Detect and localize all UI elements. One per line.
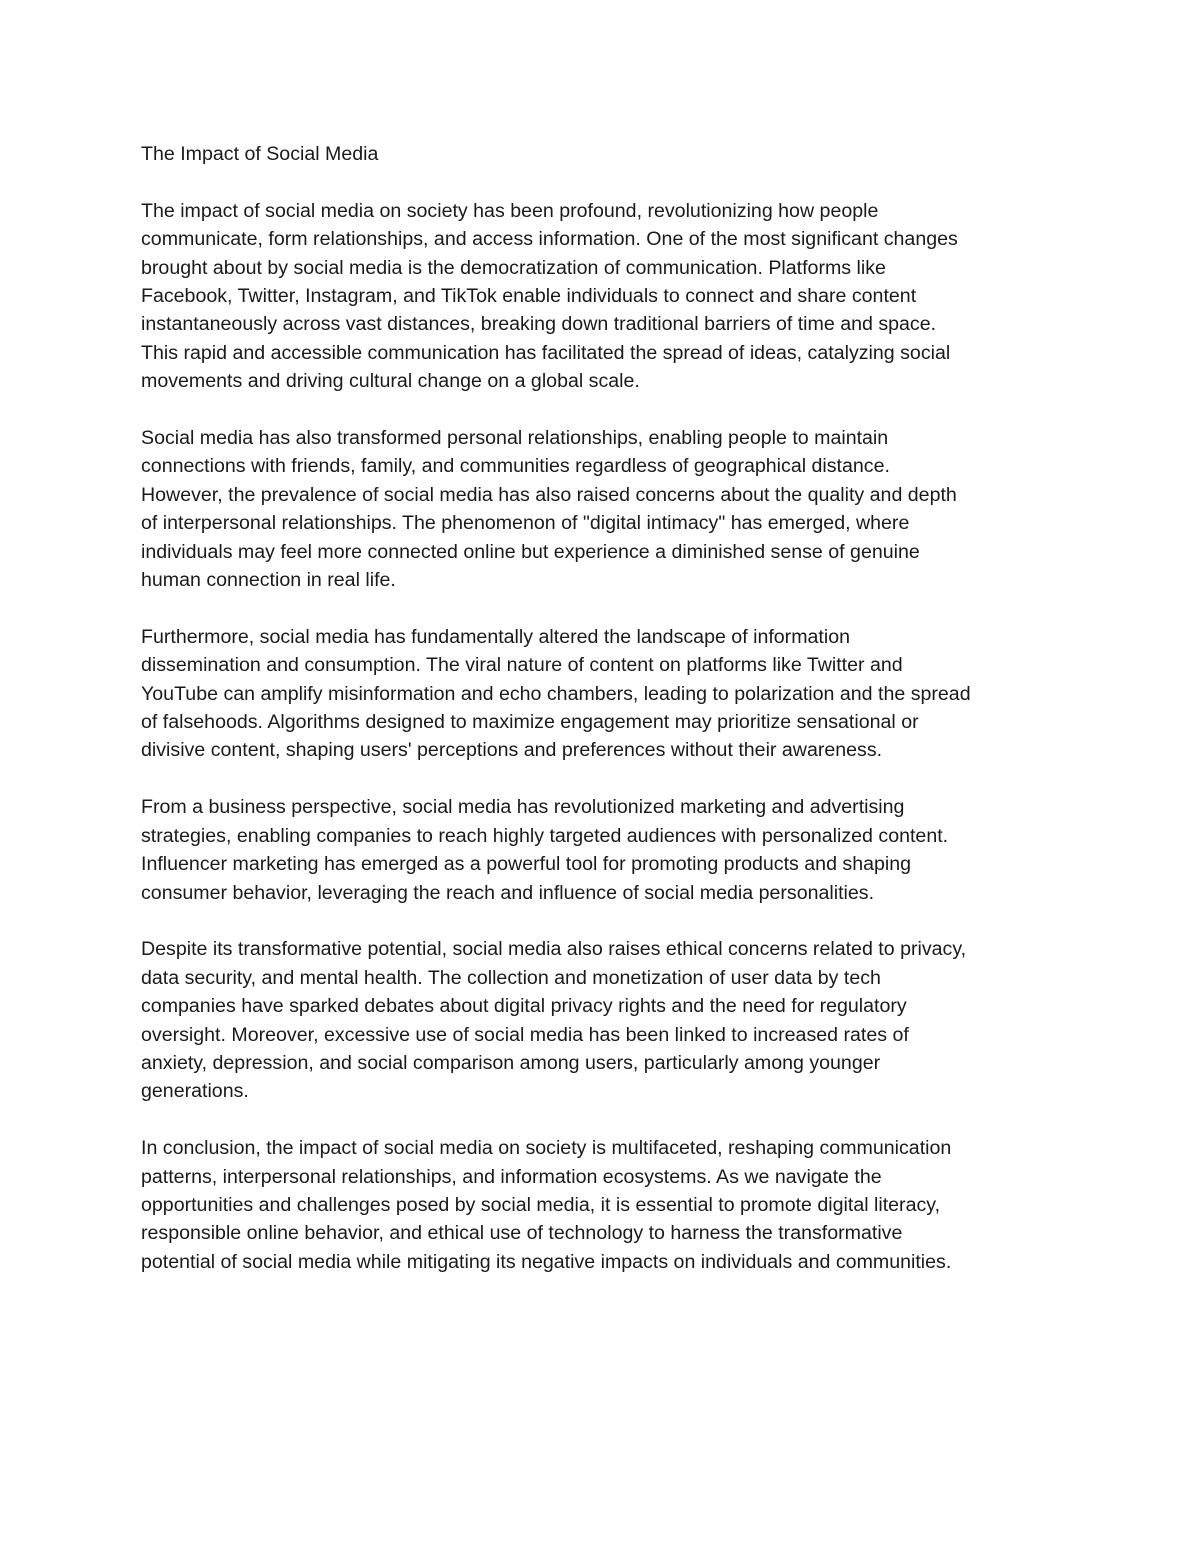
paragraph-line: companies have sparked debates about digital privacy rights and the need for regulatory — [141, 995, 907, 1018]
paragraph-line: divisive content, shaping users' perceptions and preferences without their awareness. — [141, 739, 883, 762]
paragraph-line: brought about by social media is the democratization of communication. Platforms like — [141, 256, 886, 279]
paragraph-line: individuals may feel more connected online but experience a diminished sense of genuine — [141, 540, 920, 563]
paragraph-line: human connection in real life. — [141, 569, 396, 592]
paragraph-line: Despite its transformative potential, social media also raises ethical concerns related to privacy, — [141, 938, 967, 961]
paragraph-line: oversight. Moreover, excessive use of social media has been linked to increased rates of — [141, 1023, 909, 1046]
paragraph-line: data security, and mental health. The collection and monetization of user data by tech — [141, 966, 881, 989]
paragraph — [141, 1134, 1066, 1276]
paragraph-line: opportunities and challenges posed by social media, it is essential to promote digital literacy, — [141, 1193, 941, 1216]
paragraph — [141, 623, 1066, 765]
document-body — [141, 140, 1066, 1305]
paragraph-line: Furthermore, social media has fundamentally altered the landscape of information — [141, 625, 851, 648]
paragraph — [141, 424, 1066, 594]
paragraph-line: Influencer marketing has emerged as a powerful tool for promoting products and shaping — [141, 853, 912, 876]
paragraph-line: YouTube can amplify misinformation and echo chambers, leading to polarization and the spread — [141, 682, 971, 705]
paragraph-line: of falsehoods. Algorithms designed to maximize engagement may prioritize sensational or — [141, 711, 919, 734]
paragraph-line: responsible online behavior, and ethical use of technology to harness the transformative — [141, 1222, 903, 1245]
paragraph-line: dissemination and consumption. The viral nature of content on platforms like Twitter and — [141, 654, 903, 677]
paragraph-line: anxiety, depression, and social comparison among users, particularly among younger — [141, 1051, 881, 1074]
paragraph-line: movements and driving cultural change on a global scale. — [141, 370, 640, 393]
paragraph-line: However, the prevalence of social media has also raised concerns about the quality and depth — [141, 483, 957, 506]
paragraph-line: The impact of social media on society has been profound, revolutionizing how people — [141, 199, 879, 222]
paragraph-list — [141, 197, 1066, 1276]
paragraph-line: of interpersonal relationships. The phenomenon of "digital intimacy" has emerged, where — [141, 512, 910, 535]
document-title: The Impact of Social Media — [141, 143, 379, 165]
paragraph-line: generations. — [141, 1080, 249, 1103]
paragraph-line: From a business perspective, social media has revolutionized marketing and advertising — [141, 796, 905, 819]
paragraph-line: communicate, form relationships, and access information. One of the most significant changes — [141, 228, 958, 251]
paragraph-line: strategies, enabling companies to reach highly targeted audiences with personalized content. — [141, 824, 949, 847]
paragraph-line: Social media has also transformed personal relationships, enabling people to maintain — [141, 427, 889, 450]
paragraph-line: consumer behavior, leveraging the reach and influence of social media personalities. — [141, 881, 875, 904]
paragraph-line: This rapid and accessible communication has facilitated the spread of ideas, catalyzing social — [141, 341, 951, 364]
paragraph-line: In conclusion, the impact of social media on society is multifaceted, reshaping communication — [141, 1137, 952, 1160]
paragraph — [141, 793, 1066, 907]
paragraph — [141, 197, 1066, 396]
paragraph-line: instantaneously across vast distances, breaking down traditional barriers of time and space. — [141, 313, 937, 336]
paragraph-line: patterns, interpersonal relationships, and information ecosystems. As we navigate the — [141, 1165, 882, 1188]
paragraph — [141, 935, 1066, 1105]
paragraph-line: Facebook, Twitter, Instagram, and TikTok enable individuals to connect and share content — [141, 285, 917, 308]
paragraph-line: connections with friends, family, and communities regardless of geographical distance. — [141, 455, 890, 478]
paragraph-line: potential of social media while mitigating its negative impacts on individuals and communities. — [141, 1250, 952, 1273]
